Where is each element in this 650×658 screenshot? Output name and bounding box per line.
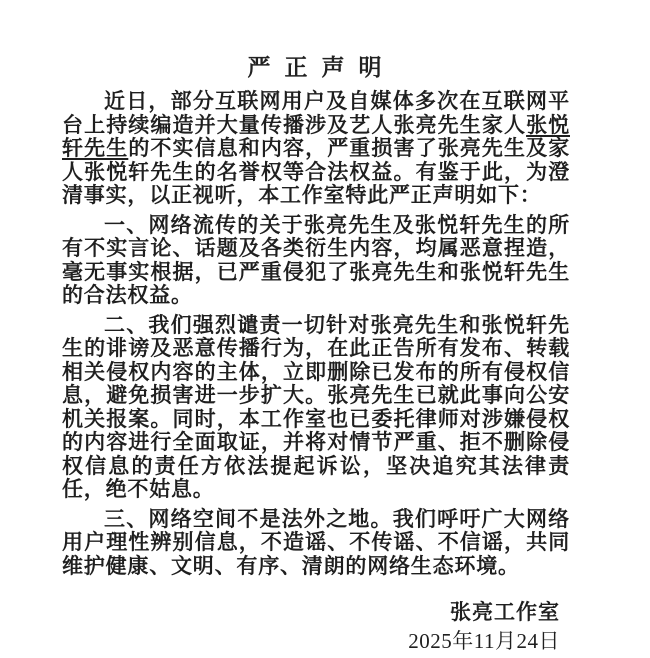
statement-title: 严 正 声 明: [247, 55, 385, 81]
signature-studio-name: 张亮工作室: [450, 600, 560, 624]
statement-paragraph-item1: 一、网络流传的关于张亮先生及张悦轩先生的所有不实言论、话题及各类衍生内容，均属恶意捏造，毫无事实根据，已严重侵犯了张亮先生和张悦轩先生的合法权益。: [62, 212, 570, 307]
statement-date: 2025年11月24日: [408, 629, 560, 653]
underlined-person-name: 张悦轩先生: [62, 112, 570, 160]
statement-paragraph-item3: 三、网络空间不是法外之地。我们呼吁广大网络用户理性辨别信息，不造谣、不传谣、不信谣，共同维护健康、文明、有序、清朗的网络生态环境。: [62, 506, 570, 578]
intro-text-before: 近日，部分互联网用户及自媒体多次在互联网平台上持续编造并大量传播涉及艺人张亮先生家人: [62, 89, 570, 137]
statement-paragraph-intro: [62, 90, 570, 208]
intro-text-after: 的不实信息和内容，严重损害了张亮先生及家人张悦轩先生的名誉权等合法权益。有鉴于此，为澄清事实，以正视听，本工作室特此严正声明如下：: [62, 136, 571, 207]
statement-paragraph-item2: 二、我们强烈谴责一切针对张亮先生和张悦轩先生的诽谤及恶意传播行为，在此正告所有发布、转载相关侵权内容的主体，立即删除已发布的所有侵权信息，避免损害进一步扩大。张亮先生已就此事向公安机关报案。同时，本工作室也已委托律师对涉嫌侵权的内容进行全面取证，并将对情节严重、拒不删除侵权信息的责任方依法提起诉讼，坚决追究其法律责任，绝不姑息。: [62, 312, 570, 501]
